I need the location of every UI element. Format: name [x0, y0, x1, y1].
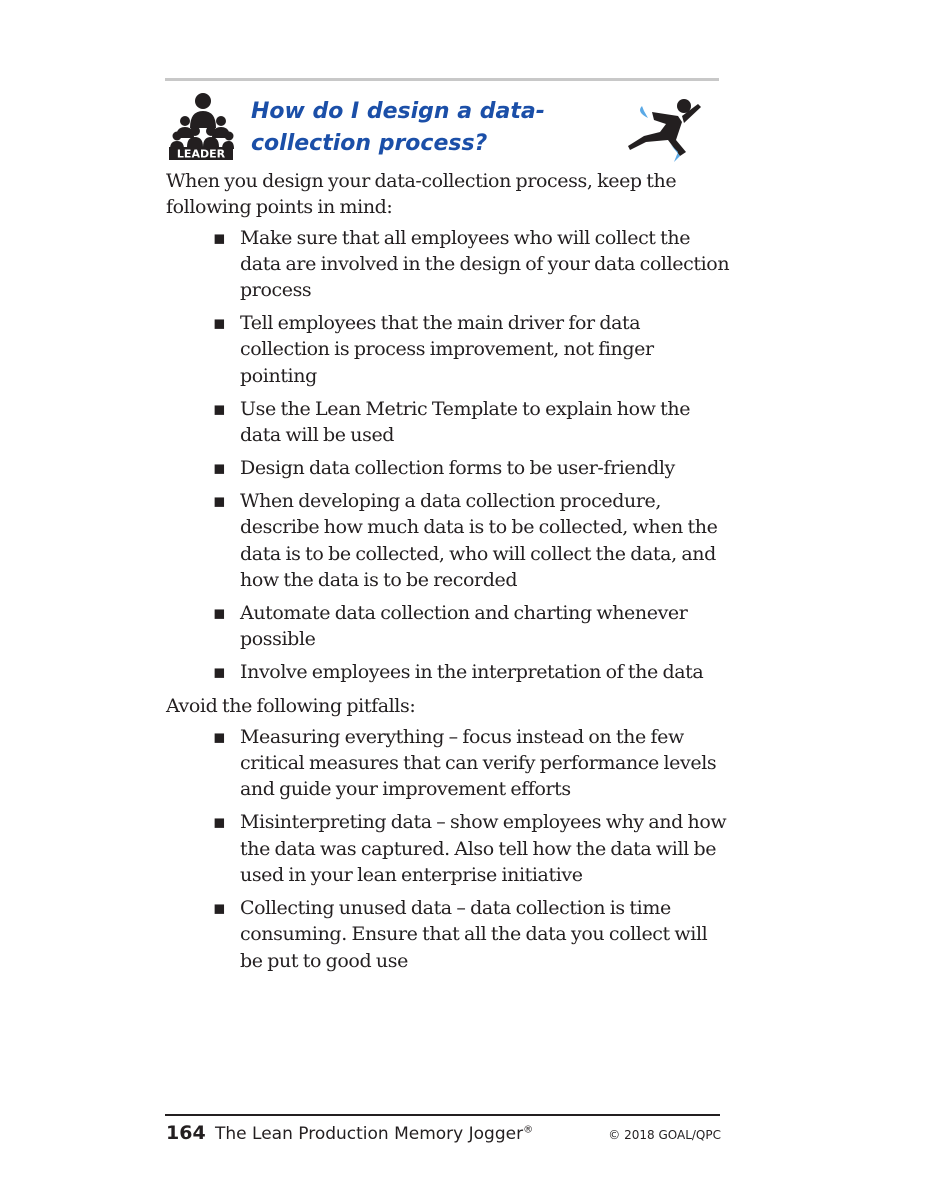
list-item-text: When developing a data collection procedure, describe how much data is to be collected, when the data is to be collected, who will collect the data, and how the data is to be recorded — [240, 490, 718, 591]
list-item — [213, 600, 732, 653]
list-item — [213, 455, 732, 481]
bullet-icon: ▪ — [213, 397, 226, 420]
book-title-text: The Lean Production Memory Jogger — [215, 1124, 524, 1144]
registered-mark: ® — [523, 1124, 534, 1136]
copyright-notice: © 2018 GOAL/QPC — [608, 1128, 721, 1142]
footer-rule — [165, 1114, 720, 1116]
list-item — [213, 724, 732, 803]
list-item-text: Involve employees in the interpretation of the data — [240, 661, 704, 684]
list-item — [213, 809, 732, 888]
pitfalls-intro: Avoid the following pitfalls: — [166, 695, 416, 718]
bullet-icon: ▪ — [213, 725, 226, 748]
top-rule — [165, 78, 719, 81]
list-item-text: Collecting unused data – data collection is time consuming. Ensure that all the data you collect will be put to good use — [240, 896, 708, 972]
bullet-icon: ▪ — [213, 457, 226, 480]
list-item-text: Automate data collection and charting whenever possible — [240, 601, 688, 651]
list-item — [213, 310, 732, 389]
section-heading: How do I design a data-collection process? — [251, 99, 545, 156]
list-item-text: Design data collection forms to be user-friendly — [240, 457, 675, 480]
bullet-icon: ▪ — [213, 312, 226, 335]
list-item — [213, 895, 732, 974]
bullet-icon: ▪ — [213, 661, 226, 684]
list-item-text: Use the Lean Metric Template to explain how the data will be used — [240, 397, 691, 447]
list-item — [213, 488, 732, 593]
design-points-list — [166, 225, 732, 686]
list-item — [213, 225, 732, 304]
list-item-text: Misinterpreting data – show employees why and how the data was captured. Also tell how the data will be used in your lean enterprise initiative — [240, 811, 727, 886]
pitfalls-list — [166, 724, 732, 974]
list-item — [213, 659, 732, 685]
main-content — [166, 168, 732, 982]
bullet-icon: ▪ — [213, 226, 226, 249]
leader-icon-label: LEADER — [176, 147, 226, 160]
bullet-icon: ▪ — [213, 601, 226, 624]
leader-icon — [168, 92, 234, 160]
page-footer — [166, 1122, 721, 1148]
intro-paragraph: When you design your data-collection process, keep the following points in mind: — [166, 170, 677, 219]
list-item — [213, 396, 732, 449]
bullet-icon: ▪ — [213, 811, 226, 834]
list-item-text: Make sure that all employees who will collect the data are involved in the design of your data collection process — [240, 226, 730, 302]
runner-icon — [626, 98, 702, 164]
bullet-icon: ▪ — [213, 896, 226, 919]
list-item-text: Tell employees that the main driver for data collection is process improvement, not finger pointing — [240, 312, 654, 387]
list-item-text: Measuring everything – focus instead on the few critical measures that can verify performance levels and guide your improvement efforts — [240, 725, 717, 801]
page-number: 164 — [166, 1122, 206, 1144]
bullet-icon: ▪ — [213, 490, 226, 513]
book-title — [215, 1124, 533, 1144]
